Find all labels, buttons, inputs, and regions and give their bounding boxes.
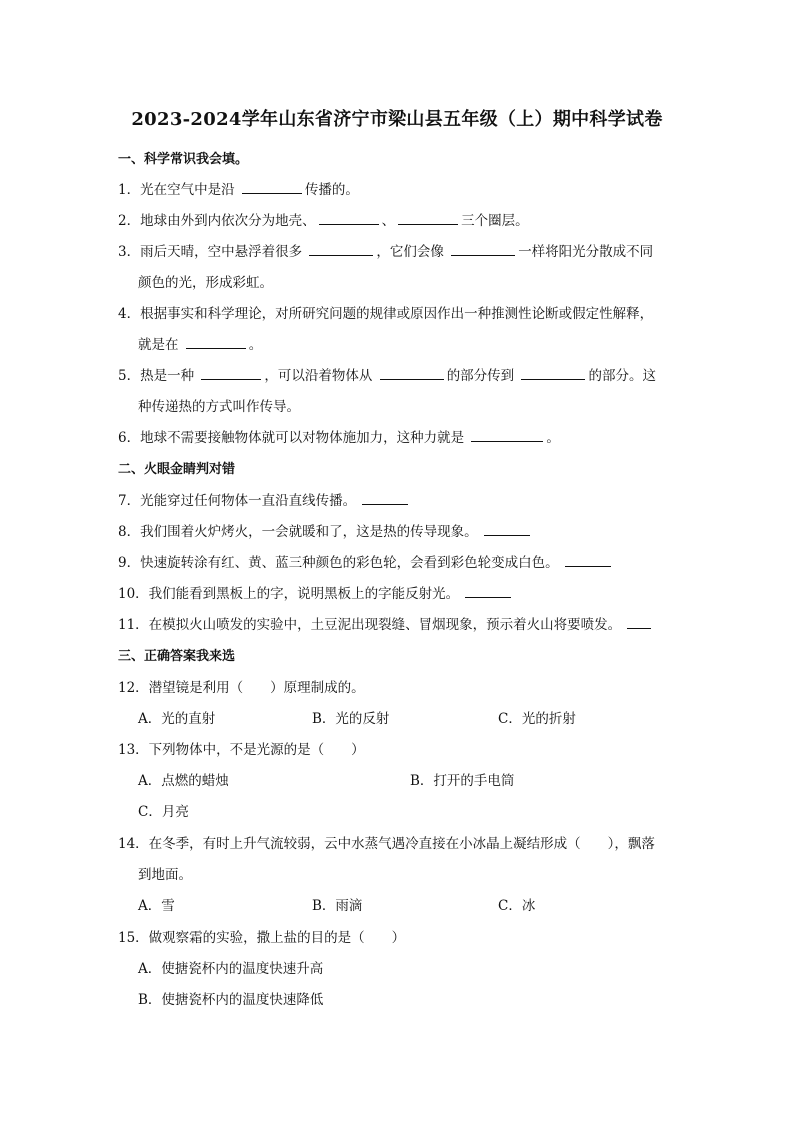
option-c[interactable]: C．冰	[498, 898, 536, 914]
question-text: ，它们会像	[376, 244, 449, 260]
question-2	[118, 209, 678, 229]
option-a[interactable]: A．点燃的蜡烛	[138, 773, 229, 789]
question-3	[118, 240, 678, 260]
page-title: 2023-2024学年山东省济宁市梁山县五年级（上）期中科学试卷	[131, 109, 663, 130]
option-a[interactable]: A．雪	[138, 898, 175, 914]
question-1	[118, 178, 678, 198]
question-6	[118, 426, 678, 446]
answer-blank[interactable]	[521, 367, 585, 380]
question-text: 2．地球由外到内依次分为地壳、	[118, 213, 316, 229]
section-heading-judge: 二、火眼金睛判对错	[118, 462, 236, 477]
question-text: 11．在模拟火山喷发的实验中，土豆泥出现裂缝、冒烟现象，预示着火山将要喷发。	[118, 617, 622, 633]
question-text: 一样将阳光分散成不同	[518, 244, 654, 260]
question-4-continued	[138, 333, 262, 353]
question-text: 9．快速旋转涂有红、黄、蓝三种颜色的彩色轮，会看到彩色轮变成白色。	[118, 555, 559, 571]
question-4	[118, 302, 678, 322]
question-text: 传播的。	[304, 182, 359, 198]
question-text: ，可以沿着物体从	[264, 368, 377, 384]
question-13: 13．下列物体中，不是光源的是（ ）	[118, 742, 365, 758]
question-text: 7．光能穿过任何物体一直沿直线传播。	[118, 493, 357, 509]
question-5	[118, 364, 678, 384]
answer-blank[interactable]	[484, 523, 530, 536]
answer-blank[interactable]	[380, 367, 444, 380]
question-15: 15．做观察霜的实验，撒上盐的目的是（ ）	[118, 930, 406, 946]
question-14: 14．在冬季，有时上升气流较弱，云中水蒸气遇冷直接在小冰晶上凝结形成（ ），飘落	[118, 836, 655, 852]
option-b[interactable]: B．使搪瓷杯内的温度快速降低	[138, 992, 324, 1008]
option-c[interactable]: C．月亮	[138, 804, 189, 820]
question-5-continued: 种传递热的方式叫作传导。	[138, 399, 300, 415]
answer-blank[interactable]	[362, 492, 408, 505]
option-b[interactable]: B．打开的手电筒	[410, 773, 515, 789]
answer-blank[interactable]	[465, 585, 511, 598]
option-a[interactable]: A．光的直射	[138, 711, 216, 727]
question-14-continued: 到地面。	[138, 867, 192, 883]
question-text: 3．雨后天晴，空中悬浮着很多	[118, 244, 307, 260]
answer-blank[interactable]	[186, 336, 246, 349]
answer-blank[interactable]	[309, 243, 373, 256]
option-a[interactable]: A．使搪瓷杯内的温度快速升高	[138, 961, 324, 977]
question-9	[118, 551, 678, 571]
answer-blank[interactable]	[201, 367, 261, 380]
question-11	[118, 613, 678, 633]
question-text: 的部分传到	[446, 368, 519, 384]
answer-blank[interactable]	[398, 212, 458, 225]
question-text: 8．我们围着火炉烤火，一会就暖和了，这是热的传导现象。	[118, 524, 478, 540]
question-3-continued: 颜色的光，形成彩虹。	[138, 275, 273, 291]
answer-blank[interactable]	[471, 429, 543, 442]
question-text: 三个圈层。	[461, 213, 529, 229]
question-text: 。	[546, 430, 560, 446]
question-10	[118, 582, 678, 602]
question-text: 就是在	[138, 337, 183, 353]
question-7	[118, 489, 678, 509]
question-text: 。	[248, 337, 263, 353]
question-12: 12．潜望镜是利用（ ）原理制成的。	[118, 680, 365, 696]
answer-blank[interactable]	[627, 616, 651, 629]
option-b[interactable]: B．光的反射	[312, 711, 390, 727]
answer-blank[interactable]	[565, 554, 611, 567]
question-text: 5．热是一种	[118, 368, 199, 384]
answer-blank[interactable]	[242, 181, 302, 194]
question-text: 4．根据事实和科学理论，对所研究问题的规律或原因作出一种推测性论断或假定性解释，	[118, 306, 654, 322]
section-heading-fill: 一、科学常识我会填。	[118, 152, 249, 167]
answer-blank[interactable]	[319, 212, 379, 225]
question-text: 10．我们能看到黑板上的字，说明黑板上的字能反射光。	[118, 586, 460, 602]
question-8	[118, 520, 678, 540]
question-text: 、	[381, 213, 396, 229]
option-b[interactable]: B．雨滴	[312, 898, 363, 914]
question-text: 1．光在空气中是沿	[118, 182, 239, 198]
option-c[interactable]: C．光的折射	[498, 711, 576, 727]
section-heading-choice: 三、正确答案我来选	[118, 649, 236, 664]
question-text: 6．地球不需要接触物体就可以对物体施加力，这种力就是	[118, 430, 469, 446]
question-text: 的部分。这	[588, 368, 656, 384]
answer-blank[interactable]	[451, 243, 515, 256]
